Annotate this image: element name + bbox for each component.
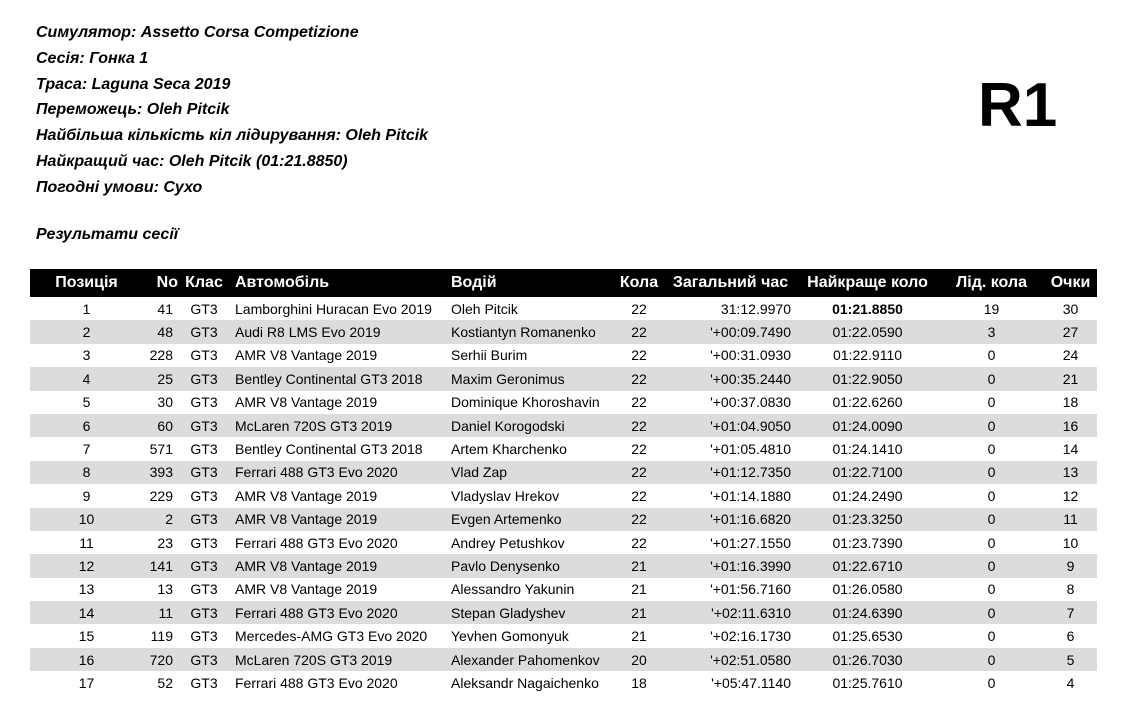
session-info	[36, 20, 428, 201]
cell-number: 141	[143, 554, 178, 577]
cell-best-lap: 01:23.3250	[796, 508, 939, 531]
cell-points: 4	[1066, 674, 1075, 691]
cell-points: 8	[1066, 581, 1075, 598]
cell-total-time: '+01:16.3990	[665, 554, 796, 577]
cell-total-time: '+01:04.9050	[665, 414, 796, 437]
header-total-time: Загальний час	[665, 269, 796, 297]
cell-number: 41	[157, 300, 173, 317]
cell-laps: 21	[613, 601, 665, 624]
cell-laps: 21	[631, 628, 647, 645]
cell-class: GT3	[190, 300, 218, 317]
table-row	[30, 508, 1097, 531]
cell-driver: Daniel Korogodski	[446, 414, 613, 437]
cell-total-time: '+02:16.1730	[710, 628, 791, 645]
cell-points: 7	[1044, 601, 1097, 624]
table-row	[30, 320, 1097, 343]
simulator-line: Симулятор: Assetto Corsa Competizione	[36, 24, 359, 41]
cell-laps-led: 0	[939, 601, 1044, 624]
table-row	[30, 461, 1097, 484]
cell-driver: Kostiantyn Romanenko	[446, 320, 613, 343]
cell-best-lap: 01:26.7030	[796, 648, 939, 671]
cell-best-lap: 01:22.7100	[796, 461, 939, 484]
cell-total-time: '+01:56.7160	[710, 581, 791, 598]
cell-class: GT3	[178, 508, 230, 531]
cell-best-lap: 01:26.0580	[832, 581, 903, 598]
cell-laps-led: 0	[987, 441, 996, 458]
cell-total-time: '+01:14.1880	[710, 487, 791, 504]
cell-driver: Vladyslav Hrekov	[451, 487, 560, 504]
cell-position: 3	[82, 347, 91, 364]
cell-best-lap: 01:22.9110	[832, 347, 903, 364]
cell-laps-led: 0	[987, 674, 996, 691]
cell-total-time: '+02:51.0580	[665, 648, 796, 671]
header-car: Автомобіль	[230, 269, 446, 297]
cell-driver: Evgen Artemenko	[446, 508, 613, 531]
cell-driver: Maxim Geronimus	[446, 367, 613, 390]
cell-class: GT3	[190, 347, 218, 364]
race-code: R1	[978, 71, 1058, 140]
cell-car: Ferrari 488 GT3 Evo 2020	[235, 534, 398, 551]
cell-class: GT3	[178, 554, 230, 577]
cell-car: AMR V8 Vantage 2019	[235, 347, 378, 364]
cell-car: AMR V8 Vantage 2019	[235, 581, 378, 598]
cell-total-time: '+01:12.7350	[665, 461, 796, 484]
cell-laps: 22	[613, 414, 665, 437]
table-row	[30, 671, 1097, 694]
cell-driver: Oleh Pitcik	[451, 300, 518, 317]
cell-car: AMR V8 Vantage 2019	[230, 508, 446, 531]
cell-driver: Alessandro Yakunin	[451, 581, 575, 598]
cell-points: 27	[1044, 320, 1097, 343]
cell-car: Lamborghini Huracan Evo 2019	[235, 300, 432, 317]
table-row	[30, 624, 1097, 647]
cell-number: 52	[157, 674, 173, 691]
table-row	[30, 601, 1097, 624]
table-row	[30, 437, 1097, 460]
header-laps: Кола	[613, 269, 665, 297]
cell-laps-led: 0	[987, 534, 996, 551]
cell-laps-led: 0	[939, 414, 1044, 437]
cell-position: 8	[30, 461, 143, 484]
header-position: Позиція	[30, 269, 143, 297]
cell-class: GT3	[178, 320, 230, 343]
cell-number: 571	[149, 441, 173, 458]
cell-best-lap: 01:25.6530	[832, 628, 903, 645]
cell-best-lap: 01:23.7390	[832, 534, 903, 551]
cell-driver: Dominique Khoroshavin	[451, 394, 600, 411]
cell-number: 119	[150, 628, 173, 645]
cell-points: 16	[1044, 414, 1097, 437]
table-row	[30, 367, 1097, 390]
cell-class: GT3	[178, 601, 230, 624]
track-line: Траса: Laguna Seca 2019	[36, 75, 231, 93]
cell-points: 6	[1066, 628, 1075, 645]
cell-car: AMR V8 Vantage 2019	[235, 487, 378, 504]
cell-car: McLaren 720S GT3 2019	[230, 414, 446, 437]
cell-points: 18	[1062, 394, 1079, 411]
cell-position: 4	[30, 367, 143, 390]
cell-points: 30	[1062, 300, 1079, 317]
cell-driver: Pavlo Denysenko	[446, 554, 613, 577]
cell-laps: 22	[631, 534, 647, 551]
cell-position: 5	[82, 394, 91, 411]
cell-best-lap: 01:22.6260	[832, 394, 903, 411]
cell-driver: Serhii Burim	[451, 347, 528, 364]
header-class: Клас	[178, 269, 230, 297]
cell-class: GT3	[190, 628, 218, 645]
cell-car: AMR V8 Vantage 2019	[230, 554, 446, 577]
cell-total-time: '+02:11.6310	[665, 601, 796, 624]
header-points: Очки	[1044, 269, 1097, 297]
weather-line: Погодні умови: Сухо	[36, 178, 203, 196]
cell-laps: 22	[613, 320, 665, 343]
cell-best-lap: 01:24.2490	[832, 487, 903, 504]
cell-position: 1	[82, 300, 91, 317]
cell-total-time: '+00:37.0830	[710, 394, 791, 411]
cell-class: GT3	[190, 674, 218, 691]
table-row	[30, 344, 1097, 367]
cell-class: GT3	[190, 394, 218, 411]
cell-best-lap: 01:25.7610	[832, 674, 903, 691]
cell-laps-led: 19	[983, 300, 1000, 317]
cell-laps-led: 0	[987, 394, 996, 411]
cell-total-time: '+00:31.0930	[710, 347, 791, 364]
cell-laps-led: 0	[939, 554, 1044, 577]
cell-class: GT3	[178, 367, 230, 390]
cell-points: 14	[1062, 441, 1079, 458]
cell-car: Bentley Continental GT3 2018	[235, 441, 423, 458]
cell-position: 6	[30, 414, 143, 437]
table-row	[30, 578, 1097, 601]
cell-total-time: '+05:47.1140	[711, 674, 791, 691]
cell-number: 48	[143, 320, 178, 343]
cell-laps-led: 0	[939, 648, 1044, 671]
cell-laps: 21	[613, 554, 665, 577]
cell-car: Audi R8 LMS Evo 2019	[230, 320, 446, 343]
cell-points: 9	[1044, 554, 1097, 577]
cell-number: 30	[157, 394, 173, 411]
cell-driver: Stepan Gladyshev	[446, 601, 613, 624]
cell-total-time: '+00:35.2440	[665, 367, 796, 390]
table-row	[30, 414, 1097, 437]
cell-laps: 22	[631, 347, 647, 364]
cell-number: 229	[149, 487, 173, 504]
results-body	[30, 297, 1097, 695]
cell-number: 13	[157, 581, 173, 598]
cell-laps-led: 0	[987, 628, 996, 645]
cell-car: McLaren 720S GT3 2019	[230, 648, 446, 671]
cell-points: 12	[1062, 487, 1079, 504]
cell-driver: Alexander Pahomenkov	[446, 648, 613, 671]
cell-laps: 21	[631, 581, 647, 598]
cell-number: 2	[143, 508, 178, 531]
cell-total-time: 31:12.9970	[720, 300, 791, 317]
cell-laps: 22	[613, 461, 665, 484]
cell-laps: 22	[631, 394, 647, 411]
cell-laps: 22	[631, 487, 647, 504]
header-best-lap: Найкраще коло	[796, 269, 939, 297]
cell-best-lap: 01:22.0590	[796, 320, 939, 343]
cell-total-time: '+01:27.1550	[710, 534, 791, 551]
cell-class: GT3	[190, 441, 218, 458]
cell-laps-led: 0	[987, 487, 996, 504]
cell-driver: Vlad Zap	[446, 461, 613, 484]
cell-total-time: '+01:16.6820	[665, 508, 796, 531]
cell-number: 11	[143, 601, 178, 624]
cell-class: GT3	[190, 534, 218, 551]
cell-best-lap: 01:22.6710	[796, 554, 939, 577]
cell-laps-led: 0	[939, 508, 1044, 531]
cell-number: 228	[149, 347, 173, 364]
header-number: No	[143, 269, 178, 297]
cell-driver: Aleksandr Nagaichenko	[451, 674, 599, 691]
cell-best-lap: 01:24.6390	[796, 601, 939, 624]
cell-car: Ferrari 488 GT3 Evo 2020	[230, 601, 446, 624]
table-header-row	[30, 269, 1097, 297]
cell-car: AMR V8 Vantage 2019	[235, 394, 378, 411]
cell-class: GT3	[190, 487, 218, 504]
cell-number: 25	[143, 367, 178, 390]
cell-car: Ferrari 488 GT3 Evo 2020	[235, 674, 398, 691]
table-row	[30, 648, 1097, 671]
cell-position: 2	[30, 320, 143, 343]
cell-position: 10	[30, 508, 143, 531]
cell-position: 16	[30, 648, 143, 671]
cell-position: 15	[78, 628, 95, 645]
cell-position: 14	[30, 601, 143, 624]
table-row	[30, 484, 1097, 507]
cell-laps: 22	[631, 441, 647, 458]
cell-car: Mercedes-AMG GT3 Evo 2020	[235, 628, 428, 645]
winner-line: Переможець: Oleh Pitcik	[36, 101, 230, 119]
cell-laps-led: 3	[939, 320, 1044, 343]
cell-number: 720	[143, 648, 178, 671]
cell-laps: 20	[613, 648, 665, 671]
most-laps-led-line: Найбільша кількість кіл лідирування: Oleh Pitcik	[36, 127, 429, 145]
cell-driver: Artem Kharchenko	[451, 441, 567, 458]
cell-car: Bentley Continental GT3 2018	[230, 367, 446, 390]
cell-points: 24	[1062, 347, 1079, 364]
cell-position: 7	[82, 441, 91, 458]
table-row	[30, 554, 1097, 577]
results-table	[30, 269, 1097, 695]
cell-laps-led: 0	[939, 367, 1044, 390]
table-row	[30, 297, 1097, 320]
cell-laps: 18	[631, 674, 647, 691]
cell-laps: 22	[613, 508, 665, 531]
cell-laps-led: 0	[987, 347, 996, 364]
table-row	[30, 391, 1097, 414]
cell-points: 11	[1044, 508, 1097, 531]
cell-points: 13	[1044, 461, 1097, 484]
cell-total-time: '+01:05.4810	[710, 441, 791, 458]
cell-laps-led: 0	[987, 581, 996, 598]
cell-number: 393	[143, 461, 178, 484]
cell-class: GT3	[178, 648, 230, 671]
cell-driver: Andrey Petushkov	[451, 534, 565, 551]
cell-number: 60	[143, 414, 178, 437]
cell-class: GT3	[178, 461, 230, 484]
cell-number: 23	[157, 534, 173, 551]
cell-points: 5	[1044, 648, 1097, 671]
table-row	[30, 531, 1097, 554]
section-title: Результати сесії	[36, 226, 179, 243]
best-time-line: Найкращий час: Oleh Pitcik (01:21.8850)	[36, 152, 348, 170]
cell-best-lap: 01:24.1410	[832, 441, 903, 458]
cell-best-lap: 01:21.8850	[832, 300, 903, 317]
cell-class: GT3	[190, 581, 218, 598]
cell-position: 13	[78, 581, 95, 598]
session-line: Сесія: Гонка 1	[36, 49, 149, 67]
cell-total-time: '+00:09.7490	[665, 320, 796, 343]
cell-points: 10	[1062, 534, 1079, 551]
cell-position: 11	[79, 534, 94, 551]
cell-driver: Yevhen Gomonyuk	[451, 628, 569, 645]
cell-best-lap: 01:24.0090	[796, 414, 939, 437]
cell-position: 9	[82, 487, 91, 504]
cell-class: GT3	[178, 414, 230, 437]
cell-car: Ferrari 488 GT3 Evo 2020	[230, 461, 446, 484]
cell-best-lap: 01:22.9050	[796, 367, 939, 390]
cell-points: 21	[1044, 367, 1097, 390]
header-laps-led: Лід. кола	[939, 269, 1044, 297]
cell-position: 17	[78, 674, 95, 691]
cell-laps: 22	[613, 367, 665, 390]
header-driver: Водій	[446, 269, 613, 297]
cell-laps: 22	[631, 300, 647, 317]
cell-position: 12	[30, 554, 143, 577]
cell-laps-led: 0	[939, 461, 1044, 484]
